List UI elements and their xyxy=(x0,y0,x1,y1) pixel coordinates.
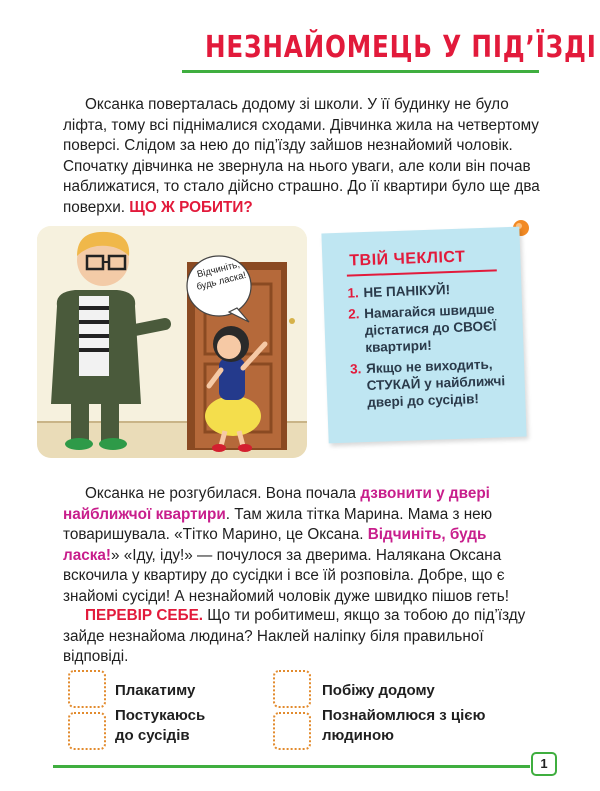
option-label-line: людиною xyxy=(322,727,394,744)
illustration-drawing xyxy=(37,226,307,458)
sticker-box[interactable] xyxy=(68,712,106,750)
page-number: 1 xyxy=(531,752,557,776)
footer-line xyxy=(53,765,530,768)
checklist-item-number: 1. xyxy=(347,285,360,301)
self-check-text: Що ти робитимеш, якщо за тобою до під’їзду зайде незнайома людина? Наклей наліпку біля правильної відповіді. xyxy=(63,607,526,665)
page-title: НЕЗНАЙОМЕЦЬ У ПІД’ЇЗДІ xyxy=(205,30,597,65)
story-highlight: дзвонити у двері найближчої квартири xyxy=(63,485,490,523)
sticker-box[interactable] xyxy=(273,670,311,708)
story-text: Оксанка не розгубилася. Вона почала xyxy=(85,485,361,502)
option-label: Побіжу додому xyxy=(322,682,435,699)
checklist-item-text: Якщо не виходить, СТУКАЙ у найближчі двері до сусідів! xyxy=(365,356,506,411)
intro-question: ЩО Ж РОБИТИ? xyxy=(129,198,253,216)
checklist-item xyxy=(342,300,524,357)
option-label xyxy=(115,706,205,746)
option-label: Плакатиму xyxy=(115,682,196,699)
checklist-title: ТВІЙ ЧЕКЛІСТ xyxy=(349,248,466,270)
sticker-box[interactable] xyxy=(68,670,106,708)
checklist-item xyxy=(344,355,526,412)
story-text: . Там жила тітка Марина. Мама з нею товаришувала. «Тітко Марино, це Оксана. xyxy=(63,505,493,543)
intro-text: Оксанка поверталась додому зі школи. У її будинку не було ліфта, тому всі піднімалися сходами. Дівчинка жила на четвертому поверсі. Слідом за нею до під’їзду зайшов незнайомий чоловік. Спочатку дівчинка не звернула на нього уваги, але коли він почав наближатися, то стало дійсно страшно. До її квартири було ще два поверхи. xyxy=(63,96,540,216)
checklist-item-text: НЕ ПАНІКУЙ! xyxy=(363,282,451,301)
option-label-line: Познайомлюся з цією xyxy=(322,707,486,724)
checklist-item-text: Намагайся швидше дістатися до СВОЄЇ квартири! xyxy=(363,301,497,356)
checklist-item-number: 3. xyxy=(349,361,362,377)
checklist-note xyxy=(321,227,526,444)
checklist-item-number: 2. xyxy=(347,306,360,322)
option-label xyxy=(322,706,485,746)
checklist-title-underline xyxy=(347,269,497,276)
story-paragraph xyxy=(63,484,541,607)
option-label-line: до сусідів xyxy=(115,727,190,744)
title-underline xyxy=(182,70,539,73)
self-check-heading: ПЕРЕВІР СЕБЕ. xyxy=(85,607,204,624)
checklist-item xyxy=(341,279,521,302)
option-label-line: Постукаюсь xyxy=(115,707,206,724)
illustration xyxy=(37,226,307,458)
story-highlight: Відчиніть, будь ласка! xyxy=(63,526,487,564)
intro-paragraph xyxy=(63,95,541,218)
story-text: » «Іду, іду!» — почулося за дверима. Налякана Оксана вскочила у квартиру до сусідки і все їй розповіла. Добре, що є знайомі сусіди! А незнайомий чоловік дуже швидко пішов геть! xyxy=(63,546,510,605)
sticker-box[interactable] xyxy=(273,712,311,750)
speech-bubble-text: Відчиніть, будь ласка! xyxy=(195,259,248,293)
checklist-items xyxy=(341,279,525,416)
self-check-question xyxy=(63,606,543,668)
